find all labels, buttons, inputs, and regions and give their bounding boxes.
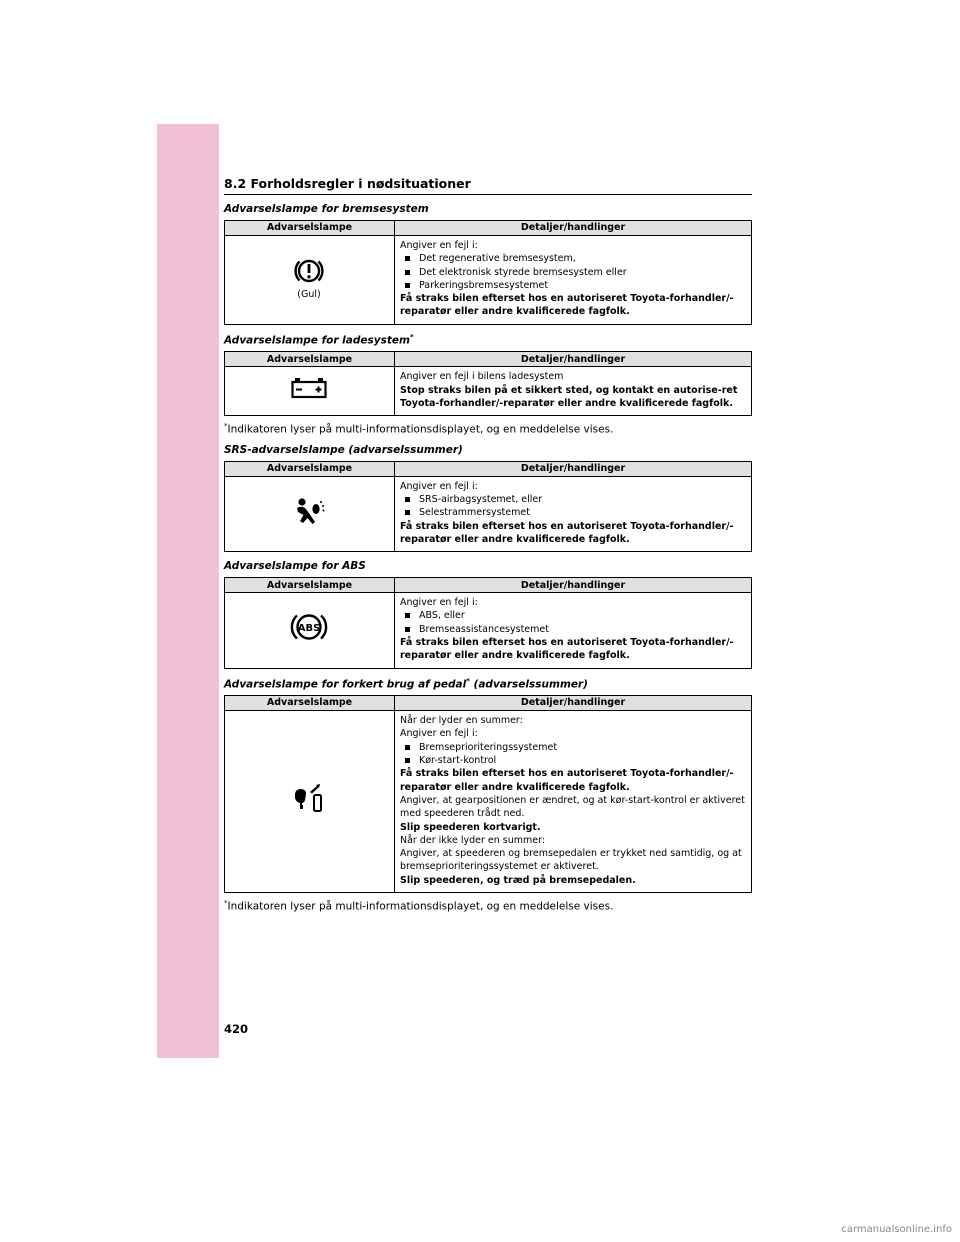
detail-line: Angiver en fejl i:	[400, 480, 478, 492]
icon-caption: (Gul)	[297, 289, 321, 301]
abs-icon	[288, 611, 330, 643]
details-cell	[395, 367, 752, 416]
warning-table	[224, 577, 752, 668]
detail-bullet: Bremseassistancesystemet	[400, 623, 745, 636]
icon-cell	[225, 367, 395, 416]
table-title: Advarselslampe for ladesystem*	[224, 332, 414, 347]
footnote: *Indikatoren lyser på multi-informationsdisplayet, og en meddelelse vises.	[224, 422, 614, 436]
detail-bullet: SRS-airbagsystemet, eller	[400, 493, 745, 506]
svg-text:ABS: ABS	[297, 623, 321, 635]
detail-bullet: ABS, eller	[400, 609, 745, 622]
detail-instruction: Få straks bilen efterset hos en autoriseret Toyota-forhandler/-reparatør eller andre kvalificerede fagfolk.	[400, 637, 734, 662]
section-header: 8.2 Forholdsregler i nødsituationer	[224, 176, 752, 195]
detail-bullet: Bremseprioriteringssystemet	[400, 741, 745, 754]
column-header-lamp: Advarselslampe	[225, 221, 395, 236]
details-cell	[395, 236, 752, 325]
warning-table	[224, 351, 752, 416]
detail-instruction: Slip speederen kortvarigt.	[400, 821, 541, 833]
detail-line: Angiver, at speederen og bremsepedalen er trykket ned samtidig, og at bremseprioriteringssystemet er aktiveret.	[400, 848, 742, 873]
column-header-lamp: Advarselslampe	[225, 461, 395, 476]
footnote: *Indikatoren lyser på multi-informationsdisplayet, og en meddelelse vises.	[224, 899, 614, 913]
column-header-lamp: Advarselslampe	[225, 578, 395, 593]
warning-table	[224, 695, 752, 893]
detail-bullet: Det elektronisk styrede bremsesystem eller	[400, 266, 745, 279]
detail-line: Angiver en fejl i bilens ladesystem	[400, 371, 564, 383]
detail-instruction: Få straks bilen efterset hos en autoriseret Toyota-forhandler/-reparatør eller andre kvalificerede fagfolk.	[400, 293, 734, 318]
icon-cell	[225, 593, 395, 668]
detail-bullet: Det regenerative bremsesystem,	[400, 252, 745, 265]
icon-cell	[225, 711, 395, 893]
table-title: Advarselslampe for bremsesystem	[224, 203, 429, 215]
warning-table	[224, 461, 752, 552]
table-title: SRS-advarselslampe (advarselssummer)	[224, 443, 463, 456]
page-content	[224, 176, 752, 913]
column-header-details: Detaljer/handlinger	[395, 352, 752, 367]
detail-line: Angiver en fejl i:	[400, 728, 478, 740]
detail-line: Angiver en fejl i:	[400, 240, 478, 251]
details-cell	[395, 593, 752, 668]
side-tab	[157, 124, 219, 1058]
warning-table	[224, 220, 752, 325]
detail-instruction: Få straks bilen efterset hos en autoriseret Toyota-forhandler/-reparatør eller andre kvalificerede fagfolk.	[400, 768, 734, 793]
column-header-details: Detaljer/handlinger	[395, 696, 752, 711]
airbag-icon	[292, 496, 326, 526]
detail-bullet: Parkeringsbremsesystemet	[400, 279, 745, 292]
detail-bullet: Kør-start-kontrol	[400, 754, 745, 767]
detail-instruction: Få straks bilen efterset hos en autoriseret Toyota-forhandler/-reparatør eller andre kvalificerede fagfolk.	[400, 520, 734, 545]
detail-line: Når der ikke lyder en summer:	[400, 834, 546, 846]
detail-instruction: Slip speederen, og træd på bremsepedalen.	[400, 874, 636, 886]
detail-line: Når der lyder en summer:	[400, 715, 523, 727]
table-title: Advarselslampe for ABS	[224, 560, 366, 573]
column-header-details: Detaljer/handlinger	[395, 461, 752, 476]
detail-line: Angiver, at gearpositionen er ændret, og at kør-start-kontrol er aktiveret med speederen trådt ned.	[400, 794, 745, 820]
battery-icon	[290, 376, 328, 400]
watermark: carmanualsonline.info	[841, 1224, 952, 1235]
icon-cell	[225, 476, 395, 551]
column-header-details: Detaljer/handlinger	[395, 221, 752, 236]
column-header-lamp: Advarselslampe	[225, 696, 395, 711]
pedal-warning-icon	[292, 781, 326, 815]
detail-bullet: Selestrammersystemet	[400, 506, 745, 519]
detail-line: Angiver en fejl i:	[400, 597, 478, 609]
page-number: 420	[224, 1022, 249, 1036]
column-header-details: Detaljer/handlinger	[395, 578, 752, 593]
table-title: Advarselslampe for forkert brug af pedal* (advarselssummer)	[224, 676, 588, 691]
details-cell	[395, 711, 752, 893]
brake-warning-icon	[291, 256, 327, 286]
column-header-lamp: Advarselslampe	[225, 352, 395, 367]
details-cell	[395, 476, 752, 551]
detail-instruction: Stop straks bilen på et sikkert sted, og kontakt en autorise-ret Toyota-forhandler/-reparatør eller andre kvalificerede fagfolk.	[400, 384, 738, 409]
icon-cell	[225, 236, 395, 325]
